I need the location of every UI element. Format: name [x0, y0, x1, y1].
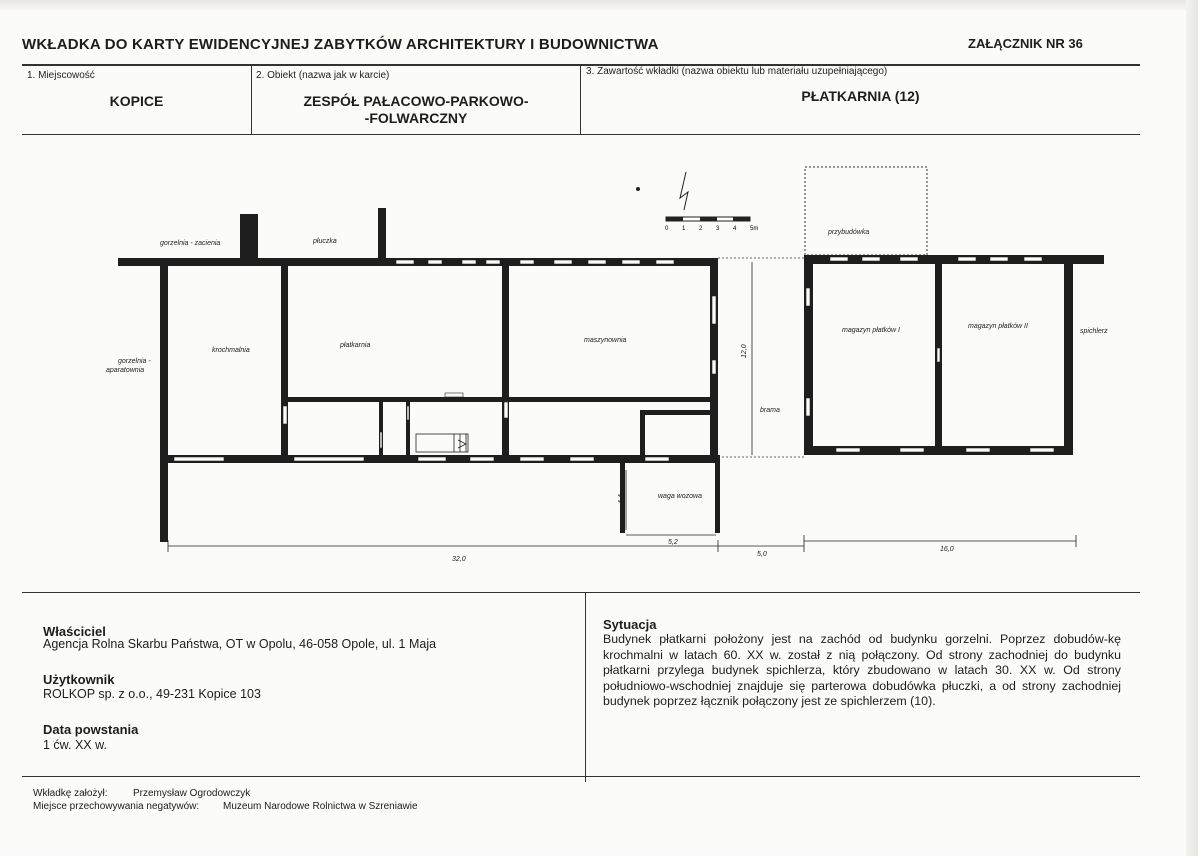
stairs: [416, 434, 468, 452]
header-bottom-rule: [22, 134, 1140, 135]
label-gorzelnia-aparatownia-1: gorzelnia -: [118, 358, 151, 365]
dim-warehouse-length: 16,0: [940, 546, 954, 553]
info-divider: [585, 592, 586, 782]
dim-gate-depth: 12,0: [741, 344, 748, 358]
owner-label: Właściciel: [43, 624, 106, 639]
scale-tick-0: 0: [665, 226, 669, 232]
object-value-line1: ZESPÓŁ PAŁACOWO-PARKOWO-: [303, 93, 529, 109]
dim-gate-width: 5,0: [757, 551, 767, 558]
dim-total-length: 32,0: [452, 556, 466, 563]
label-waga: waga wozowa: [658, 493, 702, 500]
owner-value: Agencja Rolna Skarbu Państwa, OT w Opolu, 46-058 Opole, ul. 1 Maja: [43, 637, 437, 651]
scale-tick-5: 5m: [750, 226, 759, 232]
label-maszynownia: maszynownia: [584, 337, 627, 344]
object-value-line2: -FOLWARCZNY: [364, 110, 468, 126]
date-value: 1 ćw. XX w.: [43, 738, 107, 752]
scale-tick-4: 4: [733, 226, 737, 232]
info-bottom-rule: [22, 776, 1140, 777]
label-platkarnia: płatkarnia: [340, 342, 371, 349]
author-value: Przemysław Ogrodowczyk: [133, 788, 251, 799]
content-value: PŁATKARNIA (12): [801, 88, 920, 104]
label-magazyn-1: magazyn płatków I: [842, 327, 900, 334]
label-spichlerz: spichlerz: [1080, 328, 1108, 335]
label-krochmalnia: krochmalnia: [212, 347, 250, 354]
annex-number: ZAŁĄCZNIK NR 36: [968, 36, 1083, 51]
dim-scale-depth: 4,4: [618, 494, 625, 504]
annex-outline: [805, 167, 927, 255]
scale-tick-3: 3: [716, 226, 720, 232]
situation-text: Budynek płatkarni położony jest na zachód od budynku gorzelni. Poprzez dobudów-kę krochmalni w latach 60. XX w. został z nią połączony. Od strony zachodniej do budynku płatkarni przylega budynek spichlerza, który zbudowano w latach 30. XX w. Od strony południowo-wschodniej znajduje się parterowa dobudówka płuczki, a od strony zachodniej budynek poprzez łącznik połączony jest ze spichlerzem (10).: [603, 632, 1121, 709]
warehouse-openings: [806, 257, 1054, 452]
warehouse-walls: [804, 255, 1104, 455]
info-top-rule: [22, 592, 1140, 593]
storage-label: Miejsce przechowywania negatywów:: [33, 801, 200, 812]
user-label: Użytkownik: [43, 672, 115, 687]
scale-tick-1: 1: [682, 226, 686, 232]
sheet-title: WKŁADKA DO KARTY EWIDENCYJNEJ ZABYTKÓW ARCHITEKTURY I BUDOWNICTWA: [22, 36, 659, 53]
label-przybudowka: przybudówka: [828, 229, 870, 236]
locality-label: 1. Miejscowość: [27, 70, 95, 81]
scale-bar: [665, 217, 758, 232]
author-label: Wkładkę założył:: [33, 788, 108, 799]
scale-tick-2: 2: [699, 226, 703, 232]
date-label: Data powstania: [43, 722, 139, 737]
north-arrow-icon: [637, 172, 689, 210]
object-label: 2. Obiekt (nazwa jak w karcie): [256, 70, 390, 81]
user-value: ROLKOP sp. z o.o., 49-231 Kopice 103: [43, 687, 261, 701]
label-brama: brama: [760, 407, 780, 414]
main-building-walls: [118, 208, 720, 542]
dim-scale-width: 5,2: [668, 539, 678, 546]
floor-plan: [0, 140, 1198, 580]
label-gorzelnia-aparatownia-2: aparatownia: [106, 367, 145, 374]
scan-edge-top: [0, 0, 1198, 10]
content-label: 3. Zawartość wkładki (nazwa obiektu lub materiału uzupełniającego): [586, 66, 888, 77]
label-gorzelnia-zacienia: gorzelnia - zacienia: [160, 240, 221, 247]
storage-value: Muzeum Narodowe Rolnictwa w Szreniawie: [223, 801, 418, 812]
gate-outline: [718, 258, 804, 457]
label-magazyn-2: magazyn płatków II: [968, 323, 1028, 330]
window-openings: [174, 260, 716, 461]
label-pluczka: płuczka: [313, 238, 337, 245]
locality-value: KOPICE: [109, 93, 164, 109]
situation-label: Sytuacja: [603, 617, 657, 632]
header-top-rule: [22, 64, 1140, 66]
